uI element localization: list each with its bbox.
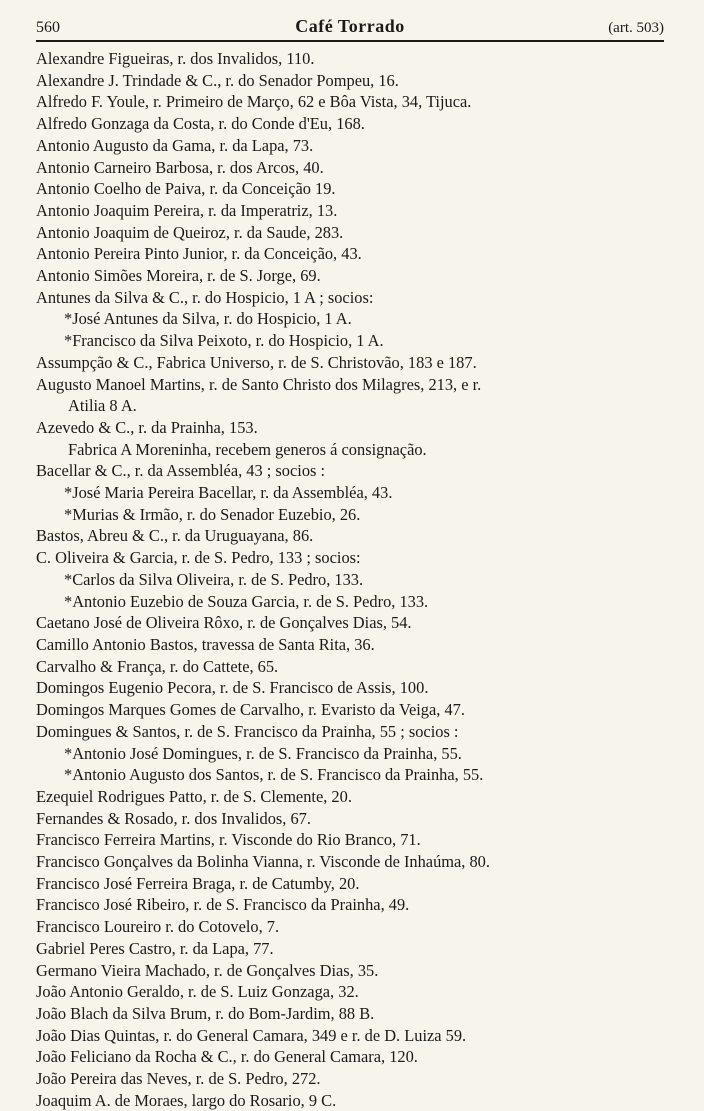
directory-entry: Bastos, Abreu & C., r. da Uruguayana, 86.	[36, 526, 314, 546]
directory-entry: Francisco Loureiro r. do Cotovelo, 7.	[36, 917, 280, 937]
directory-entry: Antonio Carneiro Barbosa, r. dos Arcos, 40.	[36, 157, 324, 177]
page-number: 560	[36, 19, 60, 36]
directory-entry: João Dias Quintas, r. do General Camara, 349 e r. de D. Luiza 59.	[36, 1025, 467, 1045]
directory-entry: Francisco Gonçalves da Bolinha Vianna, r. Visconde de Inhaúma, 80.	[36, 852, 490, 872]
entry-continuation: Atilia 8 A.	[68, 396, 137, 416]
directory-entry: Fernandes & Rosado, r. dos Invalidos, 67.	[36, 808, 311, 828]
directory-entry: Bacellar & C., r. da Assembléa, 43 ; socios :	[36, 461, 326, 481]
directory-entry: Ezequiel Rodrigues Patto, r. de S. Clemente, 20.	[36, 786, 352, 806]
directory-entry: Antonio Joaquim Pereira, r. da Imperatriz, 13.	[36, 200, 338, 220]
directory-entry: Alfredo F. Youle, r. Primeiro de Março, 62 e Bôa Vista, 34, Tijuca.	[36, 92, 472, 112]
directory-entry: C. Oliveira & Garcia, r. de S. Pedro, 133 ; socios:	[36, 548, 361, 568]
directory-entry: Joaquim A. de Moraes, largo do Rosario, 9 C.	[36, 1090, 337, 1110]
directory-entry: Alfredo Gonzaga da Costa, r. do Conde d'Eu, 168.	[36, 114, 365, 134]
directory-entry: Camillo Antonio Bastos, travessa de Santa Rita, 36.	[36, 634, 375, 654]
partner-entry: *José Antunes da Silva, r. do Hospicio, 1 A.	[64, 309, 352, 329]
directory-entry: Domingos Marques Gomes de Carvalho, r. Evaristo da Veiga, 47.	[36, 700, 465, 720]
entry-list	[36, 48, 664, 1111]
directory-entry: Antonio Joaquim de Queiroz, r. da Saude, 283.	[36, 222, 344, 242]
directory-entry: Antonio Augusto da Gama, r. da Lapa, 73.	[36, 135, 314, 155]
directory-entry: João Feliciano da Rocha & C., r. do General Camara, 120.	[36, 1047, 418, 1067]
directory-entry: Gabriel Peres Castro, r. da Lapa, 77.	[36, 938, 274, 958]
article-reference: (art. 503)	[608, 20, 664, 36]
directory-entry: Augusto Manoel Martins, r. de Santo Christo dos Milagres, 213, e r.	[36, 374, 482, 394]
page-title: Café Torrado	[295, 16, 405, 36]
partner-entry: *Murias & Irmão, r. do Senador Euzebio, 26.	[64, 504, 361, 524]
partner-entry: *Carlos da Silva Oliveira, r. de S. Pedro, 133.	[64, 569, 364, 589]
entry-continuation: Fabrica A Moreninha, recebem generos á consignação.	[68, 439, 427, 459]
directory-entry: João Pereira das Neves, r. de S. Pedro, 272.	[36, 1069, 321, 1089]
directory-entry: Francisco Ferreira Martins, r. Visconde do Rio Branco, 71.	[36, 830, 421, 850]
directory-entry: Francisco José Ferreira Braga, r. de Catumby, 20.	[36, 873, 360, 893]
directory-entry: Antunes da Silva & C., r. do Hospicio, 1 A ; socios:	[36, 287, 374, 307]
directory-entry: Antonio Pereira Pinto Junior, r. da Conceição, 43.	[36, 244, 362, 264]
partner-entry: *Francisco da Silva Peixoto, r. do Hospicio, 1 A.	[64, 331, 384, 351]
directory-entry: João Antonio Geraldo, r. de S. Luiz Gonzaga, 32.	[36, 982, 359, 1002]
partner-entry: *Antonio Euzebio de Souza Garcia, r. de S. Pedro, 133.	[64, 591, 429, 611]
directory-entry: Azevedo & C., r. da Prainha, 153.	[36, 417, 258, 437]
directory-entry: Alexandre J. Trindade & C., r. do Senador Pompeu, 16.	[36, 70, 399, 90]
directory-entry: Germano Vieira Machado, r. de Gonçalves Dias, 35.	[36, 960, 379, 980]
directory-entry: Caetano José de Oliveira Rôxo, r. de Gonçalves Dias, 54.	[36, 613, 412, 633]
directory-entry: Alexandre Figueiras, r. dos Invalidos, 110.	[36, 49, 315, 68]
directory-entry: Carvalho & França, r. do Cattete, 65.	[36, 656, 279, 676]
partner-entry: *Antonio Augusto dos Santos, r. de S. Francisco da Prainha, 55.	[64, 765, 484, 785]
header-rule	[36, 40, 664, 42]
directory-entry: Antonio Simões Moreira, r. de S. Jorge, 69.	[36, 266, 321, 286]
directory-entry: Domingos Eugenio Pecora, r. de S. Francisco de Assis, 100.	[36, 678, 429, 698]
partner-entry: *José Maria Pereira Bacellar, r. da Assembléa, 43.	[64, 483, 393, 503]
directory-entry: Assumpção & C., Fabrica Universo, r. de S. Christovão, 183 e 187.	[36, 352, 477, 372]
page-header	[36, 14, 664, 38]
directory-entry: Francisco José Ribeiro, r. de S. Francisco da Prainha, 49.	[36, 895, 410, 915]
directory-entry: Antonio Coelho de Paiva, r. da Conceição 19.	[36, 179, 336, 199]
directory-entry: Domingues & Santos, r. de S. Francisco da Prainha, 55 ; socios :	[36, 721, 459, 741]
partner-entry: *Antonio José Domingues, r. de S. Francisco da Prainha, 55.	[64, 743, 462, 763]
directory-entry: João Blach da Silva Brum, r. do Bom-Jardim, 88 B.	[36, 1003, 375, 1023]
